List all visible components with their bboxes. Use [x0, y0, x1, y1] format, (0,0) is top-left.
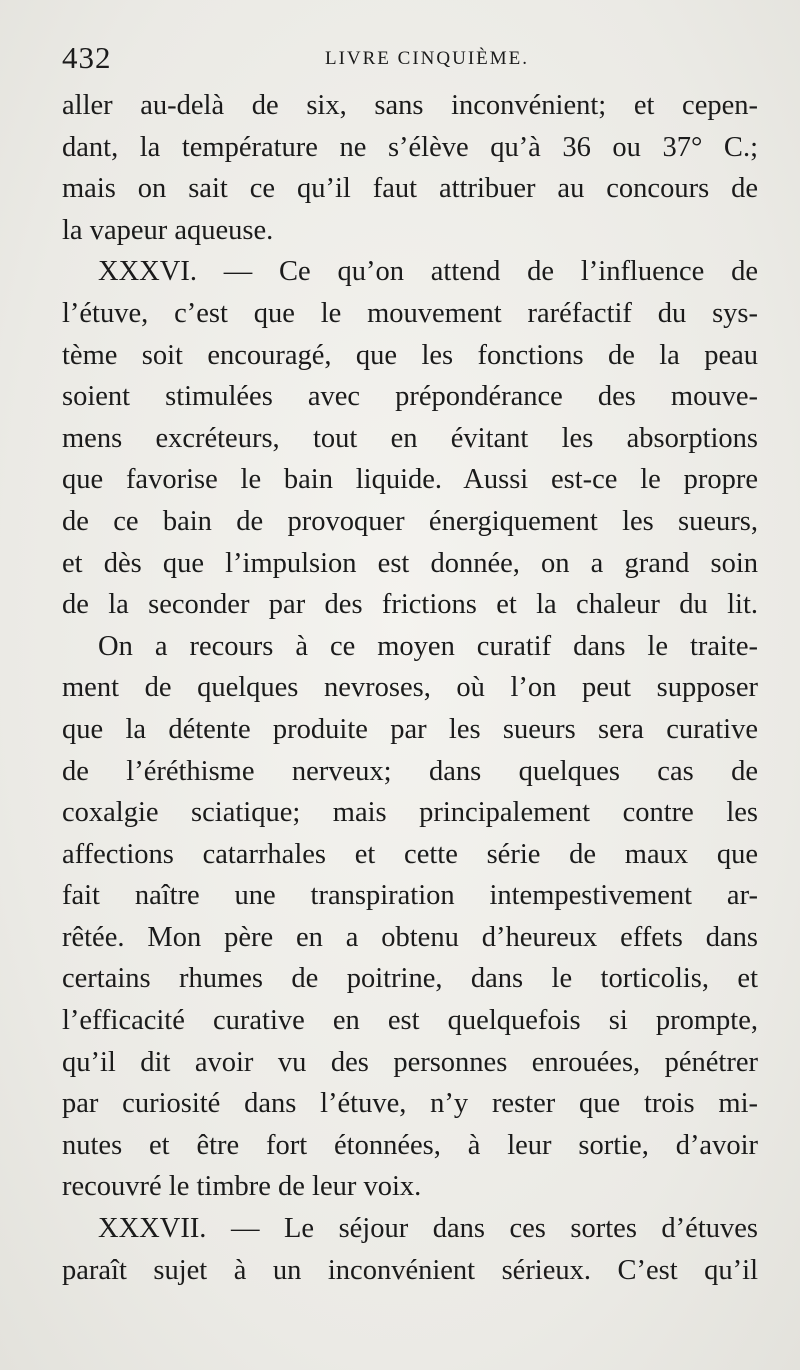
text-line: affections catarrhales et cette série de maux que — [62, 838, 758, 870]
text-line: de la seconder par des frictions et la chaleur du lit. — [62, 589, 758, 621]
running-title: LIVRE CINQUIÈME. — [324, 48, 530, 69]
page-number: 432 — [62, 40, 112, 75]
text-line: rêtée. Mon père en a obtenu d’heureux effets dans — [62, 921, 758, 953]
text-line: paraît sujet à un inconvénient sérieux. C’est qu’il — [62, 1254, 758, 1286]
text-line: recouvré le timbre de leur voix. — [62, 1171, 422, 1203]
text-line: de l’éréthisme nerveux; dans quelques cas de — [62, 755, 758, 787]
text-line: mais on sait ce qu’il faut attribuer au concours de — [62, 173, 758, 205]
text-line: ment de quelques nevroses, où l’on peut supposer — [62, 672, 758, 704]
text-line: fait naître une transpiration intempestivement ar- — [62, 880, 758, 912]
text-line: l’étuve, c’est que le mouvement raréfactif du sys- — [62, 297, 758, 329]
text-line: dant, la température ne s’élève qu’à 36 ou 37° C.; — [62, 131, 758, 163]
text-line: soient stimulées avec prépondérance des mouve- — [62, 381, 758, 413]
text-line: qu’il dit avoir vu des personnes enrouées, pénétrer — [62, 1046, 758, 1078]
paragraph-start-line: On a recours à ce moyen curatif dans le traite- — [98, 630, 758, 662]
text-line: certains rhumes de poitrine, dans le torticolis, et — [62, 963, 758, 995]
body-text — [62, 85, 758, 1291]
text-line: aller au-delà de six, sans inconvénient; et cepen- — [62, 90, 758, 121]
text-line: tème soit encouragé, que les fonctions de la peau — [62, 339, 758, 371]
page-header — [62, 40, 752, 80]
text-line: l’efficacité curative en est quelquefois si prompte, — [62, 1005, 758, 1037]
text-line: nutes et être fort étonnées, à leur sortie, d’avoir — [62, 1129, 758, 1161]
text-line: de ce bain de provoquer énergiquement les sueurs, — [62, 505, 758, 537]
text-line: que favorise le bain liquide. Aussi est-ce le propre — [62, 464, 758, 496]
text-line: par curiosité dans l’étuve, n’y rester que trois mi- — [62, 1088, 758, 1120]
section-heading-line: XXXVI. — Ce qu’on attend de l’influence de — [98, 256, 758, 288]
text-line: mens excréteurs, tout en évitant les absorptions — [62, 422, 758, 454]
text-line: et dès que l’impulsion est donnée, on a grand soin — [62, 547, 758, 579]
text-line: la vapeur aqueuse. — [62, 214, 274, 246]
section-heading-line: XXXVII. — Le séjour dans ces sortes d’étuves — [98, 1213, 758, 1245]
text-line: que la détente produite par les sueurs sera curative — [62, 713, 758, 745]
text-line: coxalgie sciatique; mais principalement contre les — [62, 797, 758, 829]
